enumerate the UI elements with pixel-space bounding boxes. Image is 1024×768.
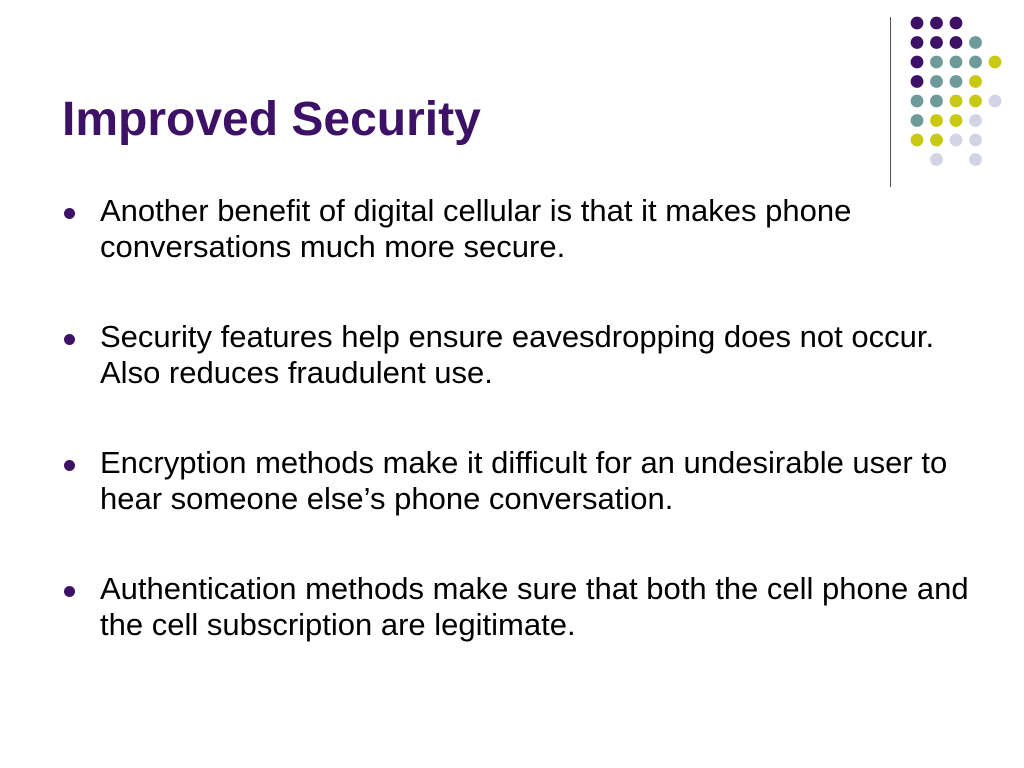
- decorative-dot: [969, 36, 982, 49]
- decorative-dot: [911, 95, 924, 108]
- decorative-dot: [930, 17, 943, 30]
- decorative-dot: [969, 114, 982, 127]
- decorative-dot: [911, 17, 924, 30]
- decorative-dot: [969, 56, 982, 69]
- decorative-dot: [969, 153, 982, 166]
- decorative-dot: [911, 114, 924, 127]
- decorative-dot: [911, 75, 924, 88]
- decorative-dot: [950, 36, 963, 49]
- bullet-item: [62, 445, 982, 517]
- decorative-dot: [950, 17, 963, 30]
- decorative-dot: [950, 114, 963, 127]
- decorative-dot: [950, 134, 963, 147]
- decorative-dot: [911, 134, 924, 147]
- bullet-list: [62, 193, 982, 643]
- decorative-dot: [969, 75, 982, 88]
- decorative-dot: [930, 153, 943, 166]
- decorative-dot: [911, 36, 924, 49]
- decorative-dot: [969, 134, 982, 147]
- decorative-dot: [930, 36, 943, 49]
- slide-title: Improved Security: [62, 93, 481, 146]
- bullet-item: [62, 319, 982, 391]
- bullet-text: Authentication methods make sure that both the cell phone and the cell subscription are legitimate.: [100, 571, 969, 642]
- bullet-dot-icon: [64, 334, 75, 345]
- decorative-dot: [930, 134, 943, 147]
- bullet-text: Another benefit of digital cellular is that it makes phone conversations much more secure.: [100, 193, 852, 264]
- decorative-dot: [950, 75, 963, 88]
- bullet-item: [62, 571, 982, 643]
- decorative-dot: [950, 56, 963, 69]
- vertical-divider: [890, 17, 891, 187]
- decorative-dot: [969, 95, 982, 108]
- decorative-dot: [930, 56, 943, 69]
- decorative-dot: [930, 114, 943, 127]
- bullet-dot-icon: [64, 460, 75, 471]
- decorative-dot: [989, 56, 1002, 69]
- bullet-item: [62, 193, 982, 265]
- decorative-dot: [930, 75, 943, 88]
- decorative-dot: [930, 95, 943, 108]
- bullet-text: Encryption methods make it difficult for an undesirable user to hear someone else’s phone conversation.: [100, 445, 948, 516]
- bullet-dot-icon: [64, 208, 75, 219]
- decorative-dot: [950, 95, 963, 108]
- bullet-text: Security features help ensure eavesdropping does not occur. Also reduces fraudulent use.: [100, 319, 935, 390]
- decorative-dot: [911, 56, 924, 69]
- bullet-dot-icon: [64, 586, 75, 597]
- decorative-dot: [989, 95, 1002, 108]
